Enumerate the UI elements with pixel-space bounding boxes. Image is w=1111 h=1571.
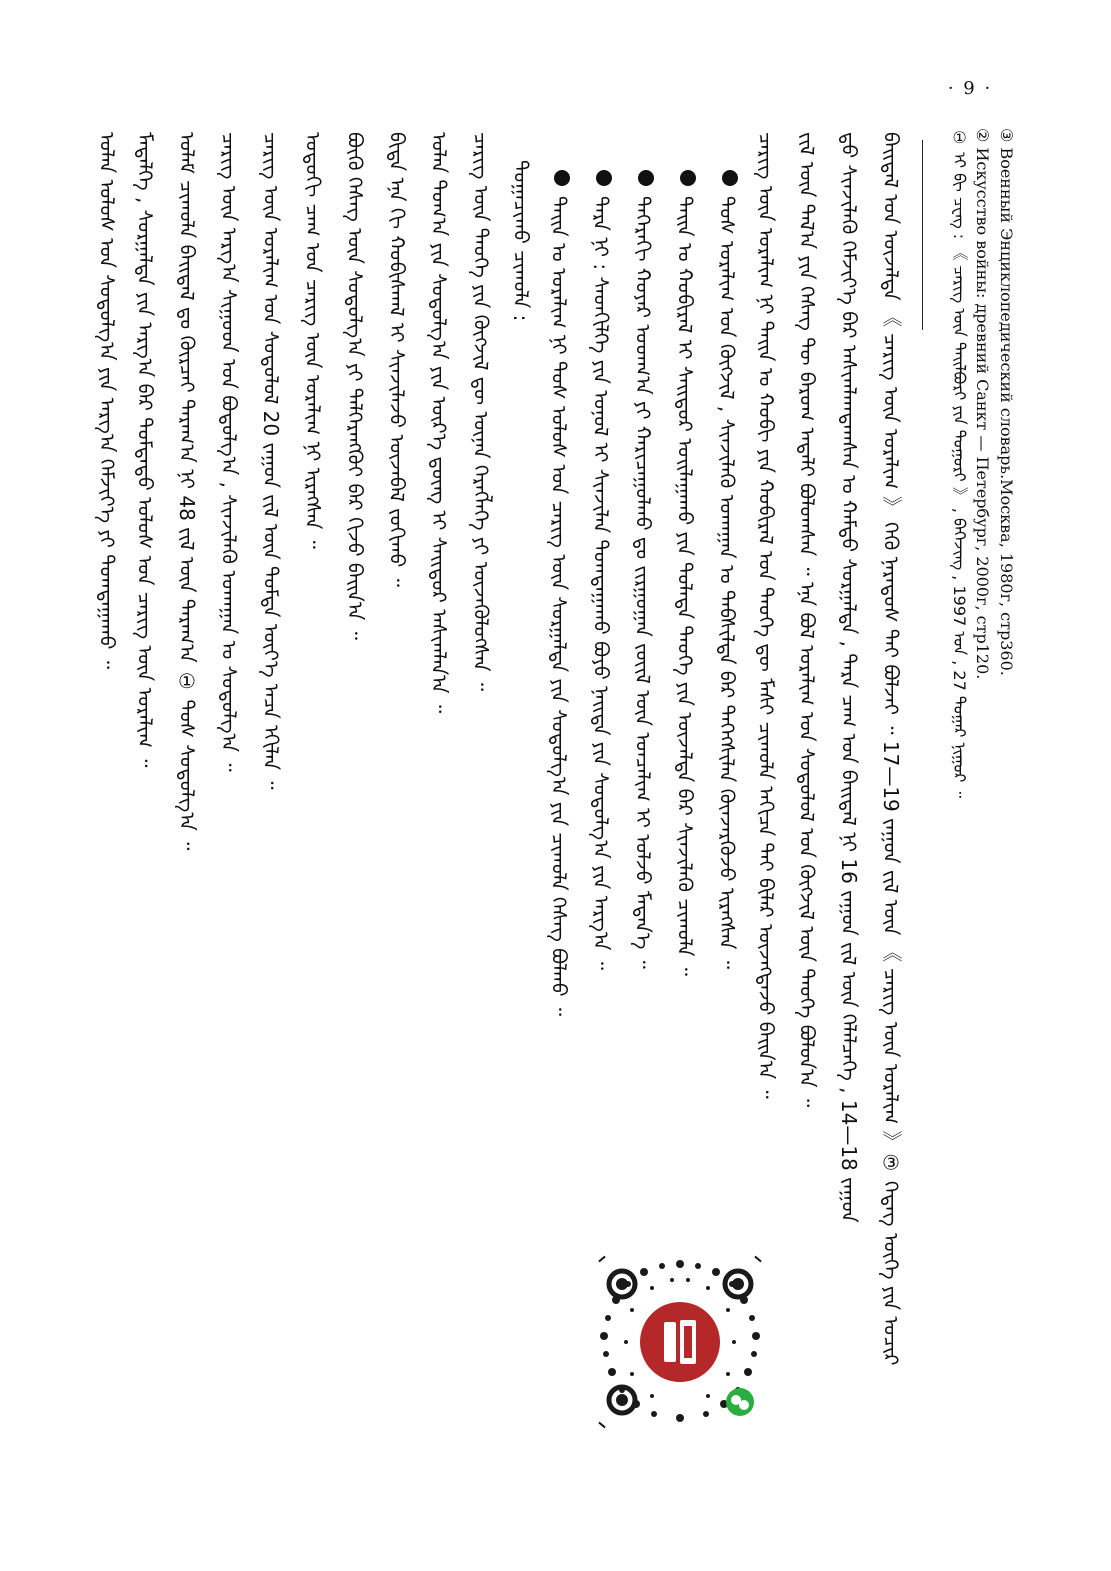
bullet-item: ᠳᠤᠰ ᠤᠷᠠᠯᠢᠭ ᠤᠨ ᠬᠥᠭᠵᠢᠯ , ᠰᠢᠨᠵᠢᠯᠡᠬᠦ ᠤᠬᠠᠭᠠᠨ ᠤ ᠳᠡᠪᠰᠢᠯᠲᠡ ᠪᠡᠷ ᠳᠡᠭᠡᠭᠰᠢᠯᠡᠨ ᠭᠦᠨᠵᠡᠷᠭᠦᠵᠦ ᠢᠷᠡᠭᠰᠡᠨ ᠃ (715, 196, 739, 969)
footnote-1 (948, 128, 970, 798)
body-line: ᠳ᠋ᠤ ᠰᠢᠨᠵᠢᠯᠡᠬᠦ ᠬᠡᠮᠵᠢᠶ᠎ᠡ ᠪᠡᠷ ᠠᠰᠢᠭᠯᠠᠭᠳᠠᠭᠰᠠᠨ ᠤ ᠬᠠᠮᠲᠤ ᠰᠤᠷᠭᠠᠯᠲᠠ , ᠲᠡᠷᠡ ᠴᠠᠭ ᠤᠨ ᠪᠠᠢᠳᠠᠯ ᠨᠢ 16 ᠵᠠᠭᠤᠨ ᠵᠢᠯ ᠦᠨ ᠬᠡᠯᠡᠯᠴᠡᠭᠡ , 14—18 ᠵᠠᠭᠤᠨ (837, 132, 861, 1223)
body-line: ᠤᠯᠠᠮ ᠴᠢᠬᠤᠯᠠ ᠪᠠᠢᠳᠠᠯ ᠳᠤ ᠬᠦᠷᠴᠡᠢ ᠳᠠᠷᠠᠭ᠎ᠠ ᠨᠢ 48 ᠵᠢᠯ ᠦᠨ ᠳᠠᠷᠠᠭ᠎ᠠ ① ᠲᠤᠰ ᠰᠤᠳᠤᠯᠭ᠎ᠠ ᠃ (175, 132, 199, 851)
body-line: ᠣᠯᠠᠨ ᠤᠯᠤᠰ ᠤᠨ ᠰᠤᠳᠤᠯᠭ᠎ᠠ ᠶᠢᠨ ᠠᠷᠭ᠎ᠠ ᠬᠡᠮᠵᠢᠶ᠎ᠡ ᠶᠢ ᠲᠣᠭᠲᠠᠭᠠᠬᠤ ᠃ (95, 132, 119, 669)
bullet-item: ᠲᠡᠷᠡ ᠨᠢ : ᠰᠡᠳᠬᠢᠯᠭᠡ ᠶᠢᠨ ᠣᠨᠣᠯ ᠢ ᠰᠢᠨᠵᠢᠯᠡᠨ ᠲᠣᠭᠲᠠᠭᠠᠬᠤ ᠪᠤᠶᠤ ᠨᠡᠢᠲᠡ ᠶᠢᠨ ᠰᠤᠳᠤᠯᠭ᠎ᠠ ᠶᠢᠨ ᠠᠷᠭ᠎ᠠ ᠃ (589, 196, 613, 971)
body-line: ᠪᠦᠬᠦ ᠬᠡᠰᠡᠭ ᠦᠨ ᠰᠤᠳᠤᠯᠭ᠎ᠠ ᠶᠢ ᠳᠡᠯᠭᠡᠷᠡᠩᠭᠦᠢ ᠪᠡᠷ ᠬᠢᠵᠦ ᠪᠠᠢᠨ᠎ᠠ ᠃ (343, 132, 367, 640)
body-line: ᠪᠢᠳᠡ ᠡᠨᠡ ᠬᠢ ᠬᠤᠪᠢᠰᠬᠠᠯ ᠢ ᠰᠢᠨᠵᠢᠯᠡᠵᠦ ᠦᠵᠡᠪᠡᠯ ᠵᠣᠬᠢᠬᠤ ᠃ (385, 132, 409, 587)
qr-code (588, 1250, 772, 1434)
bullet-item: ᠳᠠᠢᠨ ᠤ ᠤᠷᠠᠯᠢᠭ ᠨᠢ ᠲᠤᠰ ᠤᠯᠤᠰ ᠤᠨ ᠴᠡᠷᠢᠭ ᠦᠨ ᠰᠤᠷᠭᠠᠯᠲᠠ ᠶᠢᠨ ᠰᠤᠳᠤᠯᠭ᠎ᠠ ᠶᠢᠨ ᠴᠢᠬᠤᠯᠠ ᠬᠡᠰᠡᠭ ᠪᠣᠯᠬᠤ ᠃ (547, 196, 571, 1017)
footnote-divider (922, 140, 923, 330)
body-line: ᠴᠡᠷᠢᠭ ᠦᠨ ᠤᠷᠠᠯᠢᠭ ᠨᠢ ᠳᠠᠢᠨ ᠤ ᠬᠤᠪᠢ ᠶᠢᠨ ᠬᠤᠪᠢᠷᠠᠯ ᠤᠨ ᠲᠡᠦᠬᠡ ᠳᠦ ᠮᠠᠰᠢ ᠴᠢᠬᠤᠯᠠ ᠠᠬᠢᠴᠠ ᠲᠠᠢ ᠪᠢᠯᠡᠷ ᠦᠵᠡᠭᠳᠡᠵᠦ ᠪᠠᠢᠨ᠎ᠠ ᠃ (754, 132, 778, 1099)
book-icon (664, 1320, 696, 1364)
body-line: ᠴᠡᠷᠢᠭ ᠦᠨ ᠠᠷᠭ᠎ᠠ ᠰᠢᠭᠤᠳ ᠤᠨ ᠪᠣᠳᠤᠯᠭ᠎ᠠ , ᠰᠢᠨᠵᠢᠯᠡᠬᠦ ᠤᠬᠠᠭᠠᠨ ᠤ ᠰᠤᠳᠤᠯᠭ᠎ᠠ ᠃ (217, 132, 241, 772)
footnote-marker: ② (973, 128, 992, 143)
footnote-2 (972, 128, 992, 679)
bullet-dot (722, 170, 738, 186)
footnote-block (948, 128, 1018, 848)
footnote-marker: ① (950, 128, 969, 147)
bullet-item: ᠲᠣᠭᠠᠴᠢᠬᠤ ᠴᠢᠬᠤᠯᠠ : (509, 160, 533, 322)
page-number: · 9 · (947, 78, 993, 99)
footnote-text: Искусство войны: древний Санкт — Петербург, 2000г, стр120. (973, 147, 992, 680)
bullet-dot (554, 170, 570, 186)
bullet-dot (638, 170, 654, 186)
footnote-3 (996, 128, 1016, 676)
body-line: ᠴᠡᠷᠢᠭ ᠦᠨ ᠤᠷᠠᠯᠢᠭ ᠤᠨ ᠰᠤᠳᠤᠯᠤᠯ 20 ᠵᠠᠭᠤᠨ ᠵᠢᠯ ᠦᠨ ᠳᠤᠮᠳᠠ ᠦᠶ᠎ᠡ ᠠᠴᠠ ᠡᠬᠢᠯᠡᠨ ᠃ (259, 132, 283, 790)
footnote-text: ᠡᠶ ᠪᠢ ᠴᠧᠩ : 《 ᠴᠡᠷᠢᠭ ᠦᠨ ᠲᠠᠢᠯᠪᠦᠷᠢ ᠶᠢᠨ ᠲᠣᠭᠣᠷᠢ 》 , ᠪᠡᠭᠡᠵᠢᠩ , 1997 ᠣᠨ , 27 ᠳᠤᠭᠠᠷ ᠨᠢᠭᠤᠷ ᠃ (950, 152, 969, 799)
bullet-item: ᠳᠡᠭᠡᠷᠡᠬᠢ ᠬᠣᠶᠠᠷ ᠤᠳᠬ᠎ᠠ ᠶᠢ ᠬᠠᠷᠢᠴᠠᠭᠤᠯᠬᠤ ᠳᠤ ᠵᠢᠷᠭᠤᠭᠠᠨ ᠵᠦᠢᠯ ᠦᠨ ᠣᠨᠴᠠᠯᠢᠭ ᠢ ᠣᠯᠵᠤ ᠮᠡᠳᠡᠨ᠎ᠡ ᠃ (631, 196, 655, 969)
body-line: ᠪᠠᠢᠳᠠᠯ ᠤᠨ ᠦᠵᠡᠯᠲᠡ 《 ᠴᠡᠷᠢᠭ ᠦᠨ ᠤᠷᠠᠯᠢᠭ 》 ᠭᠡᠬᠦ ᠨᠡᠷᠡᠳᠦᠰ ᠲᠠᠢ ᠪᠣᠯᠵᠠᠢ ᠃ 17—19 ᠵᠠᠭᠤᠨ ᠵᠢᠯ ᠦᠨ 《 ᠴᠡᠷᠢᠭ ᠦᠨ ᠤᠷᠠᠯᠢᠭ 》③ ᠭᠡᠳᠡᠭ ᠦᠭᠡ ᠶᠢᠨ ᠤᠴᠢᠷ (879, 132, 903, 1366)
body-line: ᠴᠡᠷᠢᠭ ᠦᠨ ᠲᠡᠦᠬᠡ ᠶᠢᠨ ᠬᠥᠭᠵᠢᠯ ᠳᠦ ᠦᠨᠡᠨ ᠬᠡᠷᠡᠭᠯᠡᠭᠡ ᠶᠢ ᠦᠵᠡᠭᠦᠯᠦᠭᠰᠡᠨ ᠃ (469, 132, 493, 691)
footnote-marker: ③ (997, 128, 1016, 143)
body-line: ᠮᠡᠳᠡᠯᠭᠡ , ᠰᠤᠷᠭᠠᠯᠲᠠ ᠶᠢᠨ ᠠᠷᠭ᠎ᠠ ᠪᠡᠷ ᠳᠤᠮᠳᠠᠳᠤ ᠤᠯᠤᠰ ᠤᠨ ᠴᠡᠷᠢᠭ ᠦᠨ ᠤᠷᠠᠯᠢᠭ ᠃ (133, 132, 157, 768)
footnote-text: Военный Энциклопедический словарь.Москва, 1980г, стр360. (997, 147, 1016, 676)
body-line: ᠵᠢᠯ ᠦᠨ ᠲᠠᠯ᠎ᠠ ᠶᠢᠨ ᠬᠡᠰᠡᠭ ᠲᠦ ᠪᠠᠷᠤᠭ ᠠᠳᠠᠯᠢ ᠪᠣᠯᠤᠭᠰᠠᠨ ᠃ ᠡᠨᠡ ᠪᠣᠯ ᠤᠷᠠᠯᠢᠭ ᠤᠨ ᠰᠤᠳᠤᠯᠤᠯ ᠤᠨ ᠬᠦᠭᠵᠢᠯ ᠦᠨ ᠲᠡᠦᠬᠡ ᠪᠣᠯᠤᠨ᠎ᠠ ᠃ (795, 132, 819, 1108)
qr-code-graphic (588, 1250, 772, 1434)
bullet-dot (596, 170, 612, 186)
body-line: ᠣᠳᠣᠬᠢ ᠴᠠᠭ ᠤᠨ ᠴᠡᠷᠢᠭ ᠦᠨ ᠤᠷᠠᠯᠢᠭ ᠨᠢ ᠢᠷᠡᠭᠰᠡᠨ ᠃ (301, 132, 325, 549)
bullet-dot (680, 170, 696, 186)
body-line: ᠣᠯᠠᠨ ᠲᠣᠭ᠎ᠠ ᠶᠢᠨ ᠰᠤᠳᠤᠯᠭ᠎ᠠ ᠶᠢᠨ ᠦᠷ᠎ᠡ ᠳ᠋ᠦᠩ ᠢ ᠰᠠᠢᠲᠤᠷ ᠠᠰᠢᠭᠯᠠᠨ᠎ᠠ ᠃ (427, 132, 451, 714)
bullet-item: ᠳᠠᠢᠨ ᠤ ᠬᠤᠪᠢᠷᠠᠯ ᠢ ᠰᠠᠢᠲᠤᠷ ᠣᠢᠯᠠᠭᠠᠬᠤ ᠶᠢᠨ ᠲᠤᠯᠠᠳᠠ ᠲᠡᠦᠬᠡ ᠶᠢᠨ ᠦᠵᠡᠯᠲᠡ ᠪᠡᠷ ᠰᠢᠨᠵᠢᠯᠡᠬᠦ ᠴᠢᠬᠤᠯᠠ ᠃ (673, 196, 697, 976)
